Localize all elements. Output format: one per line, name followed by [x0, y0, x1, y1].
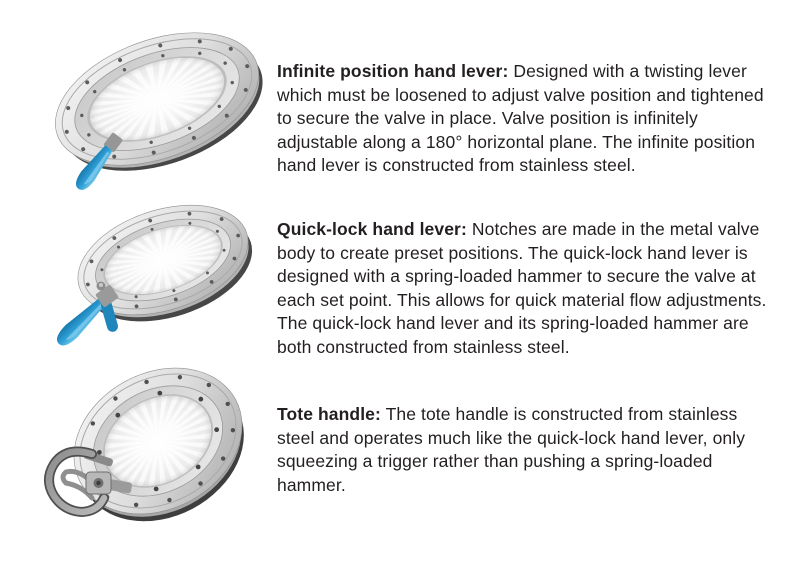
feature-heading-infinite-position: Infinite position hand lever: [277, 61, 509, 81]
feature-description-tote-handle [277, 403, 774, 497]
product-photo-infinite-position-hand-lever [28, 18, 270, 210]
feature-body-infinite-position: Designed with a twisting lever which must be loosened to adjust valve position and tightened to secure the valve in place. Valve position is infinitely adjustable along a 180° horizontal plane. The infinite position hand lever is constructed from stainless steel. [277, 61, 764, 175]
valve-body [64, 196, 260, 342]
product-photo-quick-lock-hand-lever [30, 196, 260, 368]
feature-description-quick-lock [277, 218, 774, 359]
feature-heading-tote-handle: Tote handle: [277, 404, 381, 424]
valve-illustration-tote-handle [20, 356, 268, 548]
product-photo-tote-handle [20, 356, 268, 548]
feature-description-infinite-position [277, 60, 774, 178]
feature-heading-quick-lock: Quick-lock hand lever: [277, 219, 467, 239]
valve-body [37, 18, 270, 197]
feature-body-quick-lock: Notches are made in the metal valve body to create preset positions. The quick-lock hand lever is designed with a spring-loaded hammer to secure the valve at each set point. This allows for quick material flow adjustments. The quick-lock hand lever and its spring-loaded hammer are both constructed from stainless steel. [277, 219, 767, 357]
valve-illustration-quick-lock [30, 196, 260, 368]
valve-illustration-infinite-position [28, 18, 270, 210]
feature-body-tote-handle: The tote handle is constructed from stainless steel and operates much like the quick-lock hand lever, only squeezing a trigger rather than pushing a spring-loaded hammer. [277, 404, 746, 495]
